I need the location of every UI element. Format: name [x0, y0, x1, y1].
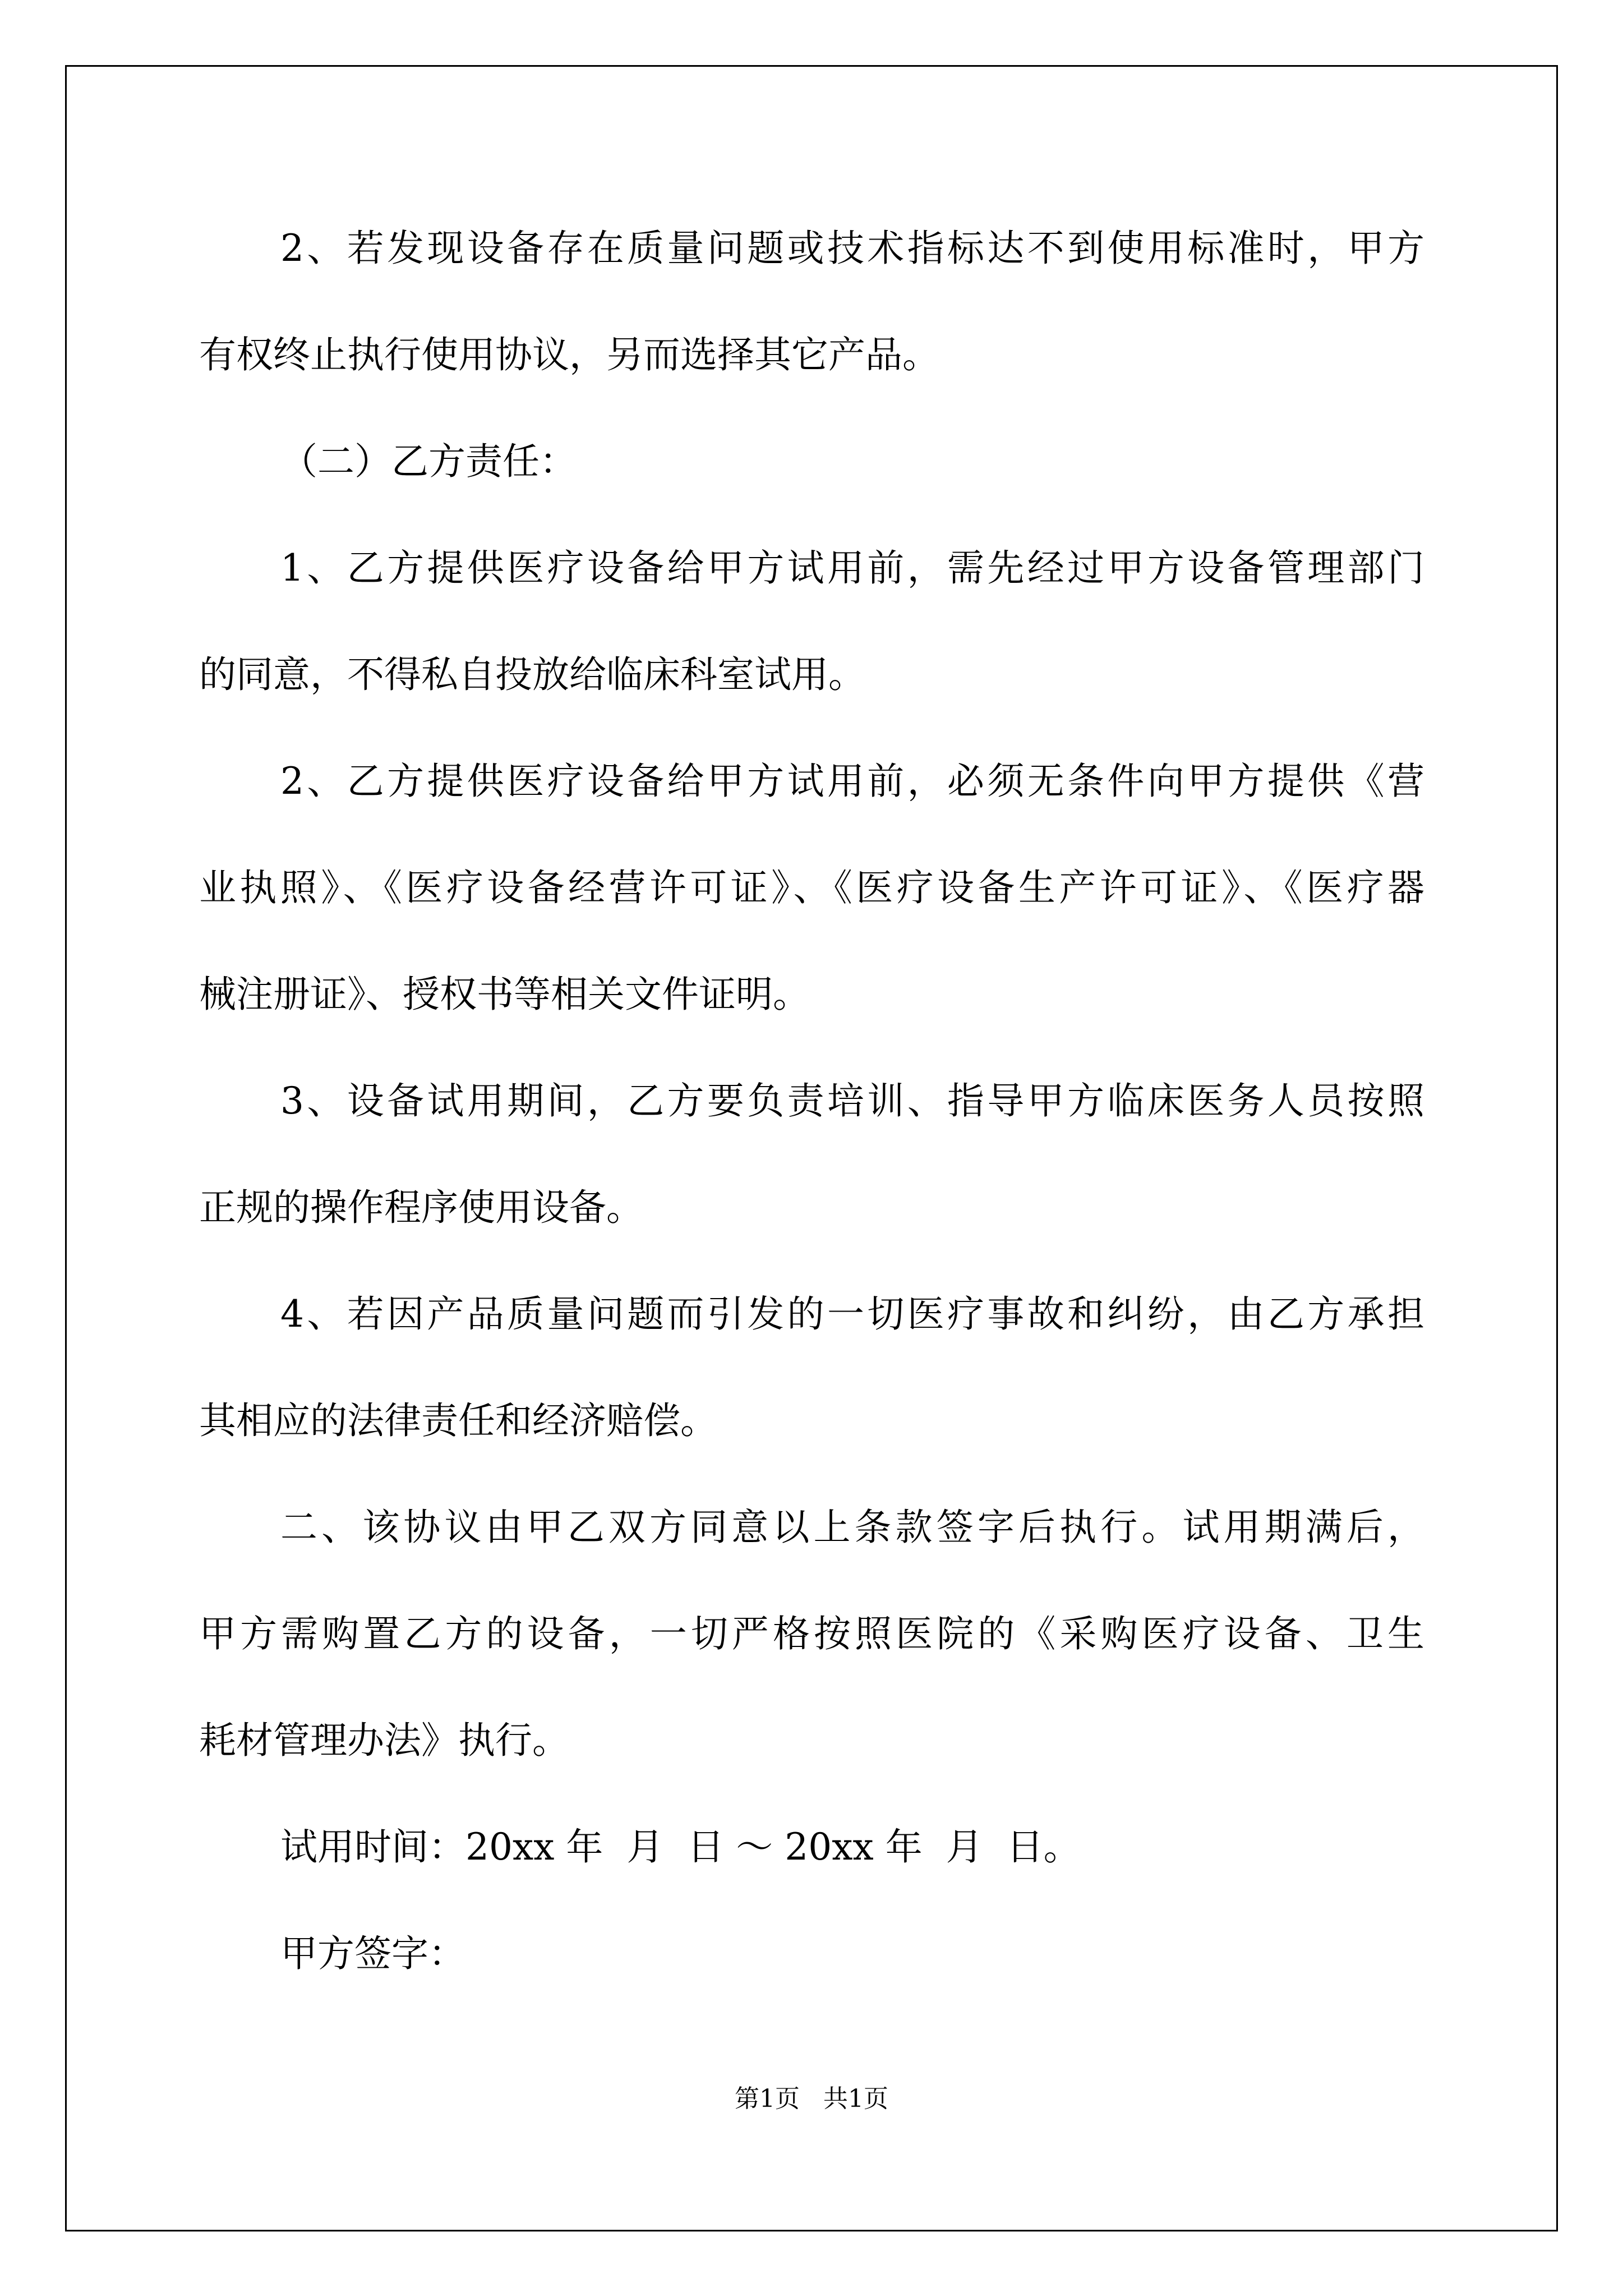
- paragraph-line: 的同意，不得私自投放给临床科室试用。: [199, 653, 865, 696]
- paragraph-line: 业执照》、《医疗设备经营许可证》、《医疗设备生产许可证》、《医疗器: [199, 866, 1424, 909]
- paragraph-line: 耗材管理办法》执行。: [199, 1719, 569, 1762]
- trial-period-line: 试用时间：20xx 年 月 日 ～ 20xx 年 月 日。: [280, 1825, 1081, 1869]
- page-footer: 第1页 共1页: [735, 2085, 888, 2113]
- section-heading: （二）乙方责任：: [280, 440, 577, 483]
- paragraph-line: 正规的操作程序使用设备。: [199, 1186, 643, 1229]
- page-border: [65, 65, 1558, 2231]
- paragraph-line: 2、乙方提供医疗设备给甲方试用前，必须无条件向甲方提供《营: [280, 760, 1424, 803]
- paragraph-line: 械注册证》、授权书等相关文件证明。: [199, 973, 810, 1016]
- paragraph-line: 有权终止执行使用协议，另而选择其它产品。: [199, 333, 939, 376]
- paragraph-line: 二、该协议由甲乙双方同意以上条款签字后执行。试用期满后，: [280, 1506, 1424, 1549]
- paragraph-line: 其相应的法律责任和经济赔偿。: [199, 1399, 717, 1442]
- signature-line: 甲方签字：: [280, 1932, 465, 1975]
- paragraph-line: 2、若发现设备存在质量问题或技术指标达不到使用标准时，甲方: [280, 227, 1424, 270]
- paragraph-line: 3、设备试用期间，乙方要负责培训、指导甲方临床医务人员按照: [280, 1079, 1424, 1122]
- paragraph-line: 甲方需购置乙方的设备，一切严格按照医院的《采购医疗设备、卫生: [199, 1612, 1424, 1655]
- paragraph-line: 4、若因产品质量问题而引发的一切医疗事故和纠纷，由乙方承担: [280, 1292, 1424, 1336]
- paragraph-line: 1、乙方提供医疗设备给甲方试用前，需先经过甲方设备管理部门: [280, 546, 1424, 590]
